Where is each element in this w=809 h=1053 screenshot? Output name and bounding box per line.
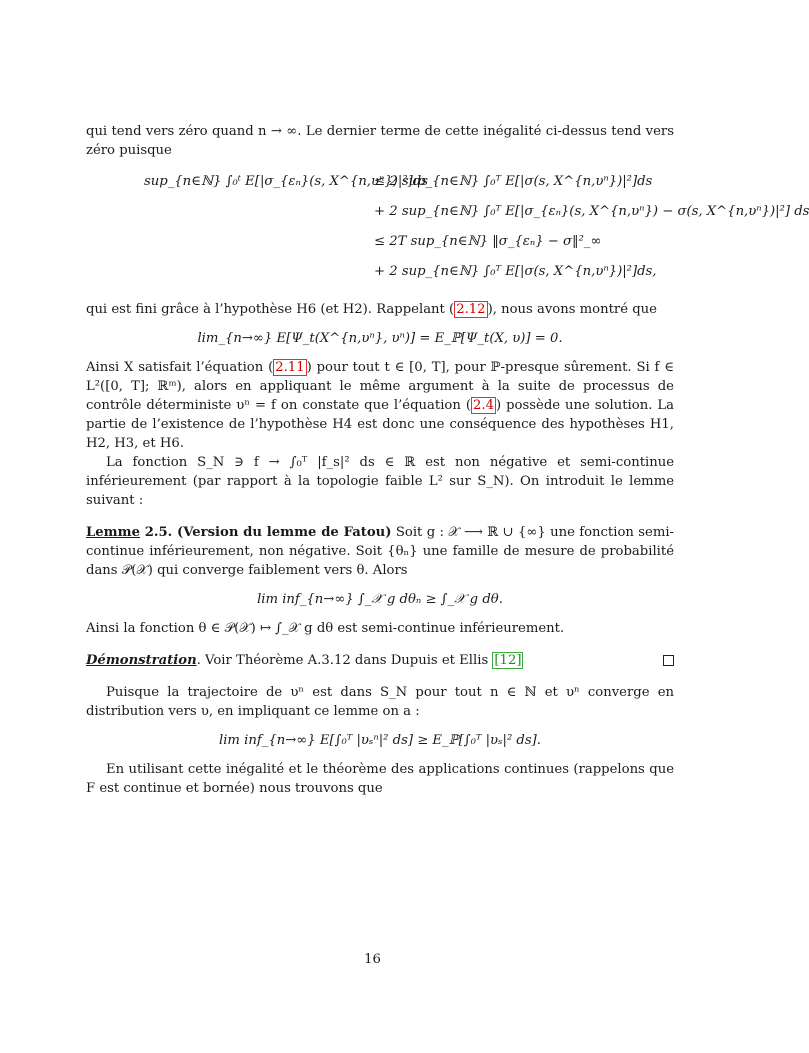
paragraph-semicontinuity: Ainsi la fonction θ ∈ 𝒫(𝒳) ↦ ∫_𝒳 g dθ est semi-continue inférieurement. [86,621,565,636]
page-number: 16 [364,952,381,967]
equation-row-2: + 2 sup_{n∈ℕ} ∫₀ᵀ E[|σ_{εₙ}(s, X^{n,υⁿ}) − σ(s, X^{n,υⁿ})|²] ds [374,204,809,219]
equation-ref-link[interactable]: 2.4 [472,398,494,413]
lemma-title: (Version du lemme de Fatou) [177,525,392,540]
lemma-statement: Lemme 2.5. (Version du lemme de Fatou) Soit g : 𝒳 ⟶ ℝ ∪ {∞} une fonction semi-continue inférieurement, non négative. Soit {θₙ} une famille de mesure de probabilité dans 𝒫(𝒳) qui converge faiblement vers θ. Alors [86,525,674,578]
paragraph-intro: qui tend vers zéro quand n → ∞. Le dernier terme de cette inégalité ci-dessus tend vers zéro puisque [86,124,674,158]
equation-sup-bound [144,172,809,292]
proof-line: Démonstration. Voir Théorème A.3.12 dans Dupuis et Ellis [12] [86,651,674,670]
equation-ref-link[interactable]: 2.11 [275,360,305,375]
equation-fatou: lim inf_{n→∞} ∫_𝒳 g dθₙ ≥ ∫_𝒳 g dθ. [257,592,503,607]
equation-limit: lim_{n→∞} E[Ψ_t(X^{n,υⁿ}, υⁿ)] = E_ℙ[Ψ_t(X, υ)] = 0. [197,331,563,346]
equation-row-1: ≤ 2 sup_{n∈ℕ} ∫₀ᵀ E[|σ(s, X^{n,υⁿ})|²]ds [374,174,653,189]
equation-trajectory: lim inf_{n→∞} E[∫₀ᵀ |υₛⁿ|² ds] ≥ E_ℙ[∫₀ᵀ |υₛ|² ds]. [219,733,541,748]
equation-lhs: sup_{n∈ℕ} ∫₀ᵗ E[|σ_{εₙ}(s, X^{n,υⁿ})|²]ds [144,174,428,189]
citation-link[interactable]: [12] [494,653,522,668]
equation-ref-link[interactable]: 2.12 [456,302,486,317]
proof-keyword: Démonstration [86,653,197,668]
equation-row-3: ≤ 2T sup_{n∈ℕ} ‖σ_{εₙ} − σ‖²_∞ [374,234,602,249]
paragraph-existence: Ainsi X satisfait l’équation ( 2.11 ) pour tout t ∈ [0, T], pour ℙ-presque sûrement. Si f ∈ L²([0, T]; ℝᵐ), alors en appliquant le même argument à la suite de processus de contrôle déterministe υⁿ = f on constate que l’équation ( 2.4 ) possède une solution. La partie de l’existence de l’hypothèse H4 est donc une conséquence des hypothèses H1, H2, H3, et H6. [86,360,674,451]
paragraph-trajectory: Puisque la trajectoire de υⁿ est dans S_N pour tout n ∈ ℕ et υⁿ converge en distribution vers υ, en impliquant ce lemme on a : [86,685,674,719]
page-body [86,122,809,798]
qed-square-icon [663,655,674,666]
paragraph-function: La fonction S_N ∋ f → ∫₀ᵀ |f_s|² ds ∈ ℝ est non négative et semi-continue inférieurement (par rapport à la topologie faible L² sur S_N). On introduit le lemme suivant : [86,455,674,508]
lemma-keyword: Lemme [86,525,140,540]
paragraph-hypothesis: qui est fini grâce à l’hypothèse H6 (et H2). Rappelant ( 2.12 ), nous avons montré que [86,302,657,317]
paragraph-conclusion: En utilisant cette inégalité et le théorème des applications continues (rappelons que F est continue et bornée) nous trouvons que [86,762,674,796]
equation-row-4: + 2 sup_{n∈ℕ} ∫₀ᵀ E[|σ(s, X^{n,υⁿ})|²]ds, [374,264,657,279]
